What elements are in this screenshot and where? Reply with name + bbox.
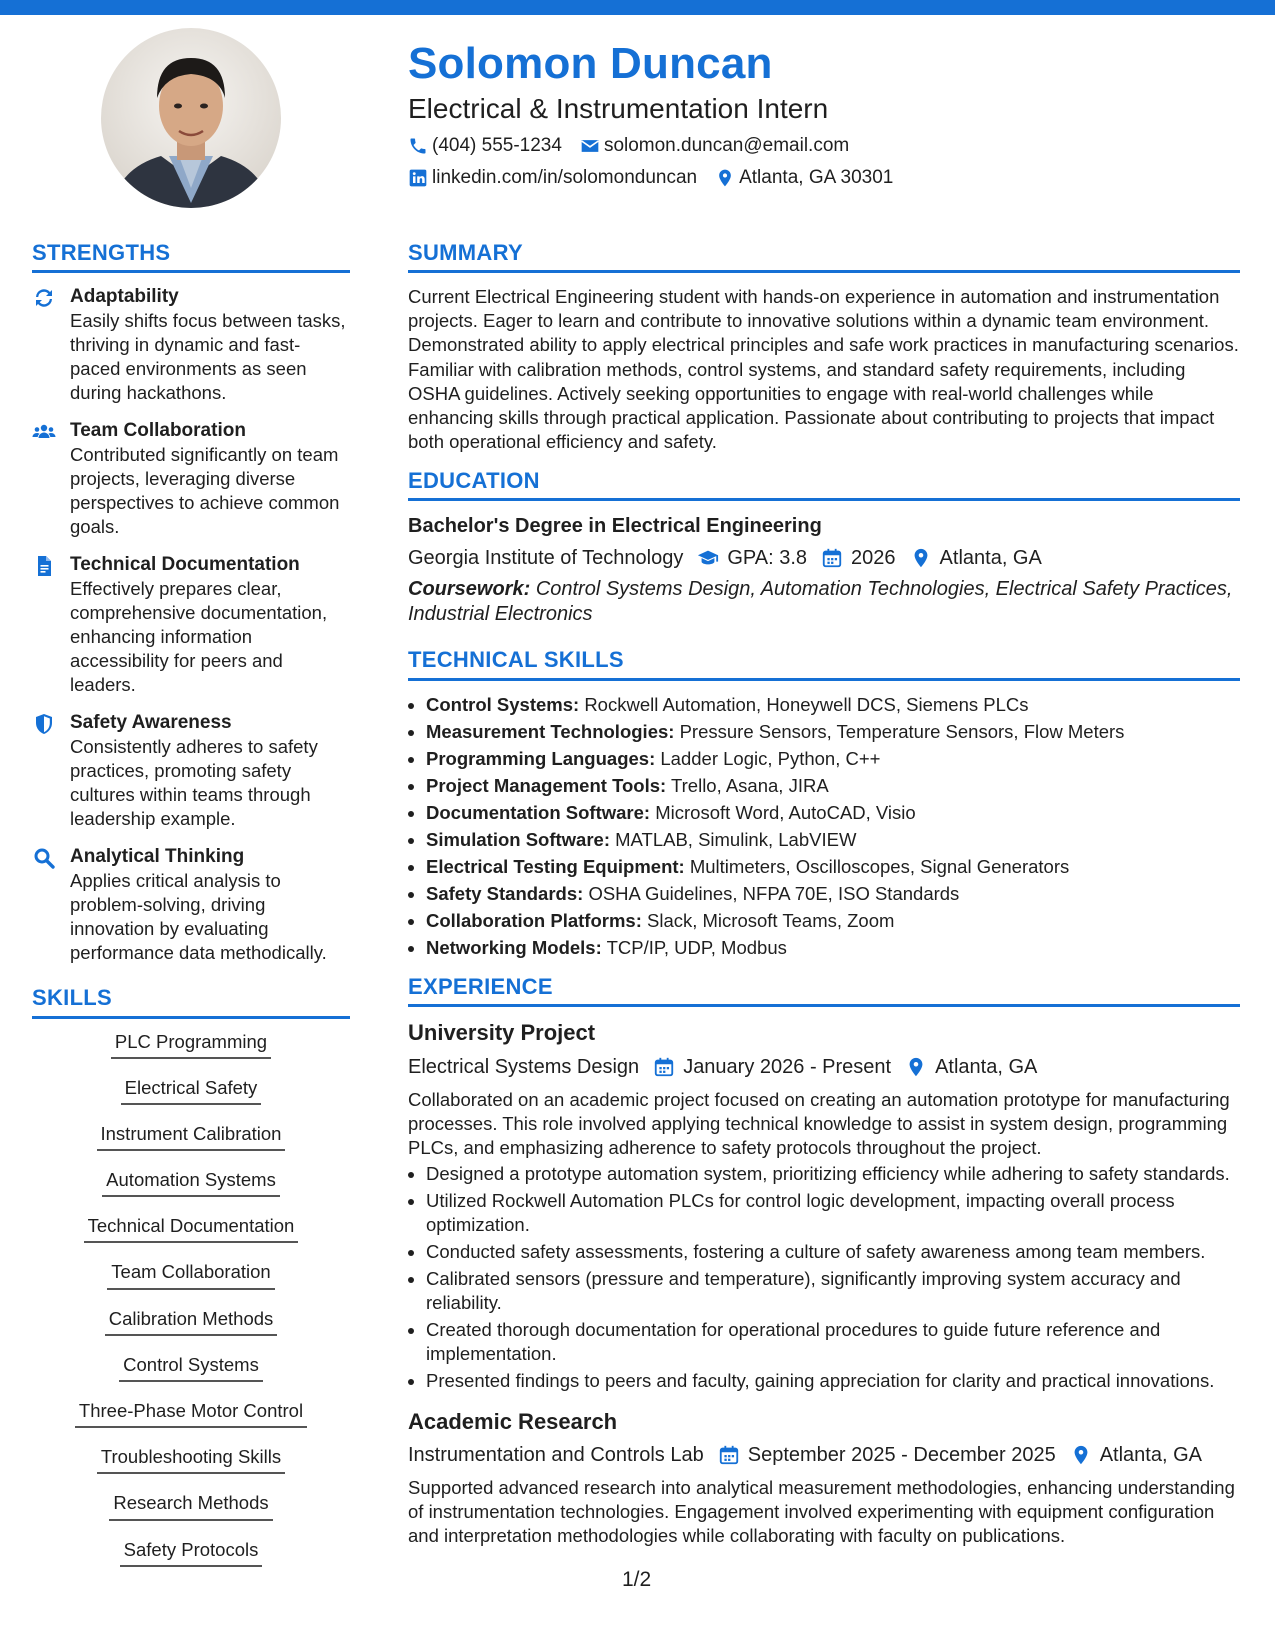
skill-chip: Calibration Methods xyxy=(105,1308,278,1336)
experience-org: Electrical Systems Design xyxy=(408,1055,640,1078)
tech-skill-value: TCP/IP, UDP, Modbus xyxy=(606,936,787,958)
experience-location xyxy=(905,1054,1037,1080)
experience-meta xyxy=(408,1054,1240,1080)
skills-heading: SKILLS xyxy=(32,985,350,1018)
phone-contact xyxy=(408,135,562,158)
year-text: 2026 xyxy=(851,547,896,570)
strength-name: Adaptability xyxy=(70,286,179,308)
skill-chip: Automation Systems xyxy=(102,1169,280,1197)
summary-text: Current Electrical Engineering student with hands-on experience in automation and instrumentation projects. Eager to learn and contribute to innovative solutions within a dynamic team environment. Demonstrated ability to apply electrical principles and safe work practices in manufacturing scenarios. Familiar with calibration methods, control systems, and standard safety requirements, including OSHA guidelines. Actively seeking opportunities to engage with real-world challenges while enhancing skills through practical application. Passionate about contributing to projects that impact both operational efficiency and safety. xyxy=(408,286,1239,452)
strength-item xyxy=(32,553,350,697)
experience-location-text: Atlanta, GA xyxy=(935,1055,1038,1078)
tech-skill-item xyxy=(426,828,1240,852)
tech-skill-value: Ladder Logic, Python, C++ xyxy=(660,747,881,769)
tech-skill-value: MATLAB, Simulink, LabVIEW xyxy=(615,828,857,850)
experience-desc: Collaborated on an academic project focused on creating an automation prototype for manufacturing processes. This role involved applying technical knowledge to assist in system design, programming PLCs, and emphasizing adherence to safety protocols throughout the project. xyxy=(408,1088,1230,1159)
envelope-icon xyxy=(580,136,600,156)
strength-name: Team Collaboration xyxy=(70,420,246,442)
education-heading: EDUCATION xyxy=(408,468,1240,501)
map-pin-icon xyxy=(1070,1444,1092,1466)
tech-skill-label: Electrical Testing Equipment: xyxy=(426,855,685,877)
contact-row-1 xyxy=(408,135,1238,158)
skill-chip: Electrical Safety xyxy=(121,1077,262,1105)
page-number: 1/2 xyxy=(622,1568,652,1591)
contact-row-2 xyxy=(408,167,1238,190)
experience-entry xyxy=(408,1408,1240,1549)
users-icon xyxy=(32,420,56,444)
candidate-title: Electrical & Instrumentation Intern xyxy=(408,93,829,125)
tech-skill-label: Project Management Tools: xyxy=(426,774,667,796)
tech-skill-value: Rockwell Automation, Honeywell DCS, Siemens PLCs xyxy=(584,693,1029,715)
profile-photo xyxy=(101,28,281,208)
experience-bullet: • Utilized Rockwell Automation PLCs for control logic development, impacting overall process optimization. xyxy=(426,1189,1240,1237)
experience-org: Instrumentation and Controls Lab xyxy=(408,1444,704,1467)
coursework-label: Coursework: xyxy=(408,578,531,601)
tech-skill-label: Measurement Technologies: xyxy=(426,720,675,742)
tech-skill-label: Documentation Software: xyxy=(426,801,651,823)
gpa-text: GPA: 3.8 xyxy=(727,547,808,570)
tech-skill-value: Microsoft Word, AutoCAD, Visio xyxy=(655,801,916,823)
strength-item xyxy=(32,845,350,965)
edu-location-item xyxy=(910,545,1042,571)
experience-dates xyxy=(718,1442,1056,1468)
gpa-item xyxy=(697,545,807,571)
resume-header xyxy=(408,40,1238,190)
strength-desc: Consistently adheres to safety practices, promoting safety cultures within teams through leadership example. xyxy=(70,736,318,830)
document-icon xyxy=(32,554,56,578)
top-accent-bar xyxy=(0,0,1275,15)
degree-name: Bachelor's Degree in Electrical Engineering xyxy=(408,515,822,538)
education-meta xyxy=(408,545,1240,571)
edu-location-text: Atlanta, GA xyxy=(939,547,1042,570)
tech-skill-label: Collaboration Platforms: xyxy=(426,909,642,931)
tech-skill-value: OSHA Guidelines, NFPA 70E, ISO Standards xyxy=(588,882,960,904)
phone-text: (404) 555-1234 xyxy=(432,134,562,156)
email-contact[interactable] xyxy=(580,135,849,158)
tech-skill-value: Pressure Sensors, Temperature Sensors, Flow Meters xyxy=(679,720,1125,742)
linkedin-text[interactable]: linkedin.com/in/solomonduncan xyxy=(432,166,698,188)
school-name: Georgia Institute of Technology xyxy=(408,547,684,570)
tech-skill-value: Slack, Microsoft Teams, Zoom xyxy=(647,909,895,931)
experience-role: University Project xyxy=(408,1020,596,1046)
experience-bullet: • Designed a prototype automation system, prioritizing efficiency while adhering to safety standards. xyxy=(426,1162,1240,1186)
experience-bullet: • Calibrated sensors (pressure and temperature), significantly improving system accuracy and reliability. xyxy=(426,1267,1240,1315)
tech-skill-item xyxy=(426,693,1240,717)
tech-skill-item xyxy=(426,747,1240,771)
tech-skill-item xyxy=(426,882,1240,906)
strengths-heading: STRENGTHS xyxy=(32,240,350,273)
shield-icon xyxy=(32,712,56,736)
experience-heading: EXPERIENCE xyxy=(408,974,1240,1007)
candidate-name: Solomon Duncan xyxy=(408,39,773,88)
tech-skill-label: Simulation Software: xyxy=(426,828,610,850)
strength-desc: Contributed significantly on team projects, leveraging diverse perspectives to achieve common goals. xyxy=(70,444,340,538)
strength-item xyxy=(32,419,350,539)
experience-dates-text: September 2025 - December 2025 xyxy=(747,1444,1056,1467)
search-icon xyxy=(32,846,56,870)
experience-bullet: • Conducted safety assessments, fostering a culture of safety awareness among team members. xyxy=(426,1240,1240,1264)
skill-chip: Instrument Calibration xyxy=(97,1123,286,1151)
summary-heading: SUMMARY xyxy=(408,240,1240,273)
location-contact xyxy=(715,167,893,190)
tech-skill-item xyxy=(426,720,1240,744)
skill-chip: Safety Protocols xyxy=(120,1539,263,1567)
linkedin-icon xyxy=(408,168,428,188)
skill-chip: Research Methods xyxy=(109,1492,272,1520)
map-pin-icon xyxy=(715,168,735,188)
sync-icon xyxy=(32,286,56,310)
year-item xyxy=(821,545,896,571)
strength-desc: Easily shifts focus between tasks, thriving in dynamic and fast-paced environments as seen during hackathons. xyxy=(70,310,346,404)
tech-skill-label: Programming Languages: xyxy=(426,747,656,769)
skill-chip: Technical Documentation xyxy=(84,1215,299,1243)
technical-skills-list xyxy=(408,693,1240,960)
strength-name: Safety Awareness xyxy=(70,712,232,734)
skill-chip: Three-Phase Motor Control xyxy=(75,1400,307,1428)
experience-dates xyxy=(653,1054,891,1080)
coursework-text: Control Systems Design, Automation Technologies, Electrical Safety Practices, Industrial Electronics xyxy=(408,578,1233,626)
skill-chip: PLC Programming xyxy=(111,1031,271,1059)
tech-skill-label: Networking Models: xyxy=(426,936,602,958)
coursework xyxy=(408,577,1240,627)
graduation-cap-icon xyxy=(697,547,719,569)
left-column xyxy=(32,240,350,1567)
strength-desc: Effectively prepares clear, comprehensive documentation, enhancing information accessibility for peers and leaders. xyxy=(70,578,328,696)
experience-bullets xyxy=(408,1162,1240,1393)
tech-skill-value: Trello, Asana, JIRA xyxy=(671,774,829,796)
skill-chip: Team Collaboration xyxy=(107,1261,274,1289)
tech-skill-label: Safety Standards: xyxy=(426,882,584,904)
experience-dates-text: January 2026 - Present xyxy=(683,1055,892,1078)
strength-item xyxy=(32,285,350,405)
strength-item xyxy=(32,711,350,831)
email-text[interactable]: solomon.duncan@email.com xyxy=(603,134,850,156)
skill-chip: Control Systems xyxy=(119,1354,263,1382)
strength-desc: Applies critical analysis to problem-solving, driving innovation by evaluating performance data methodically. xyxy=(70,869,327,964)
tech-skill-item xyxy=(426,909,1240,933)
location-text: Atlanta, GA 30301 xyxy=(739,166,894,188)
tech-skill-item xyxy=(426,774,1240,798)
tech-skill-item xyxy=(426,801,1240,825)
experience-location xyxy=(1070,1442,1202,1468)
map-pin-icon xyxy=(910,547,932,569)
experience-entry xyxy=(408,1019,1240,1393)
map-pin-icon xyxy=(905,1056,927,1078)
right-column xyxy=(408,240,1240,1548)
experience-meta xyxy=(408,1442,1240,1468)
technical-skills-heading: TECHNICAL SKILLS xyxy=(408,647,1240,680)
experience-desc: Supported advanced research into analytical measurement methodologies, enhancing understanding of instrumentation technologies. Engagement involved experimenting with equipment configuration and interpretation methodologies while collaborating with faculty on publications. xyxy=(408,1477,1235,1547)
experience-bullet: • Presented findings to peers and faculty, gaining appreciation for clarity and practical innovations. xyxy=(426,1369,1240,1393)
tech-skill-item xyxy=(426,855,1240,879)
strength-name: Analytical Thinking xyxy=(70,846,245,868)
tech-skill-value: Multimeters, Oscilloscopes, Signal Generators xyxy=(689,855,1070,877)
calendar-icon xyxy=(821,547,843,569)
phone-icon xyxy=(408,136,428,156)
skills-list xyxy=(32,1031,350,1567)
experience-role: Academic Research xyxy=(408,1408,618,1434)
skill-chip: Troubleshooting Skills xyxy=(97,1446,285,1474)
linkedin-contact[interactable] xyxy=(408,167,697,190)
calendar-icon xyxy=(718,1444,740,1466)
strength-name: Technical Documentation xyxy=(70,554,300,576)
tech-skill-label: Control Systems: xyxy=(426,693,580,715)
calendar-icon xyxy=(653,1056,675,1078)
experience-location-text: Atlanta, GA xyxy=(1099,1444,1202,1467)
experience-bullet: • Created thorough documentation for operational procedures to guide future reference and implementation. xyxy=(426,1318,1240,1366)
tech-skill-item xyxy=(426,936,1240,960)
